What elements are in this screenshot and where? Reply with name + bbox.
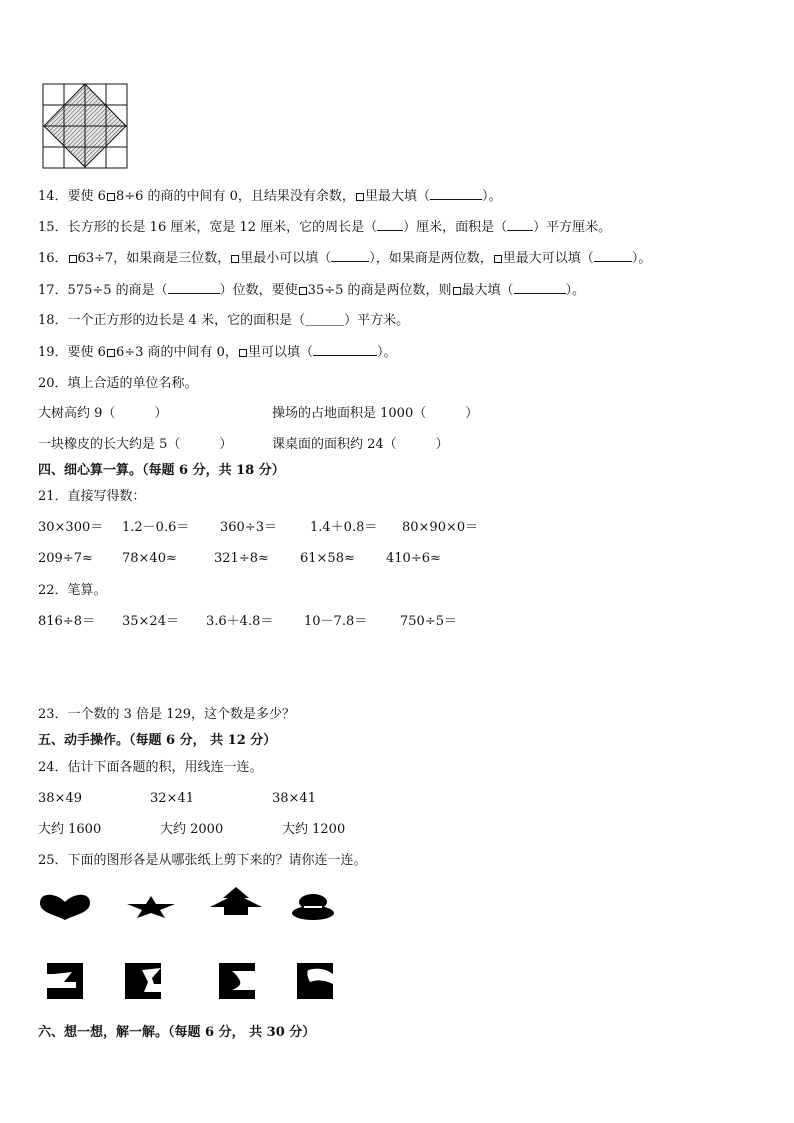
- question-16: [38, 250, 651, 267]
- question-24: 24．估计下面各题的积，用线连一连。: [38, 760, 263, 775]
- q17-text-e: ）。: [565, 283, 586, 298]
- q14-text-d: ）。: [481, 189, 502, 204]
- answer-blank[interactable]: [594, 250, 632, 262]
- calc-item: 61×58≈: [300, 551, 355, 566]
- estimate-item[interactable]: 大约 1600: [38, 822, 102, 837]
- q19-text-d: ）。: [376, 345, 397, 360]
- question-21: 21．直接写得数：: [38, 489, 146, 504]
- question-19: [38, 344, 396, 361]
- q14-text-c: 里最大填（: [364, 189, 430, 204]
- answer-blank[interactable]: [313, 344, 377, 356]
- q17-text-b: ）位数，要使: [219, 283, 298, 298]
- answer-blank[interactable]: [168, 282, 220, 294]
- q16-text-e: 里最大可以填（: [502, 251, 594, 266]
- answer-blank[interactable]: [430, 188, 482, 200]
- product-item[interactable]: 32×41: [150, 791, 194, 806]
- q14-text-b: 8÷6 的商的中间有 0，且结果没有余数，: [115, 189, 355, 204]
- arrow-tree-shape-icon[interactable]: [208, 886, 264, 916]
- question-23: 23．一个数的 3 倍是 129，这个数是多少？: [38, 707, 296, 722]
- q16-text-a: 16．: [38, 251, 68, 266]
- q17-text-a: 17．575÷5 的商是（: [38, 283, 168, 298]
- answer-blank[interactable]: [514, 282, 566, 294]
- blank-box-icon: [239, 349, 247, 357]
- question-22: 22．笔算。: [38, 583, 107, 598]
- q19-text-a: 19．要使 6: [38, 345, 106, 360]
- q16-text-c: 里最小可以填（: [240, 251, 332, 266]
- q14-text-a: 14．要使 6: [38, 189, 106, 204]
- paper-piece-2-icon[interactable]: [124, 962, 162, 1000]
- calc-item: 78×40≈: [122, 551, 177, 566]
- section-4-heading: 四、细心算一算。（每题 6 分，共 18 分）: [38, 463, 285, 478]
- q15-text-c: ）平方厘米。: [533, 220, 612, 235]
- unit-item[interactable]: 一块橡皮的长大约是 5（ ）: [38, 437, 233, 452]
- calc-item: 750÷5＝: [400, 614, 457, 629]
- q19-text-b: 6÷3 商的中间有 0，: [115, 345, 238, 360]
- product-item[interactable]: 38×49: [38, 791, 82, 806]
- heart-shape-icon[interactable]: [38, 893, 92, 921]
- answer-blank[interactable]: [377, 219, 403, 231]
- blank-box-icon: [356, 193, 364, 201]
- calc-item: 410÷6≈: [386, 551, 441, 566]
- star-shape-icon[interactable]: [126, 895, 176, 919]
- calc-item: 3.6＋4.8＝: [206, 614, 274, 629]
- grid-diamond-figure: [42, 83, 128, 169]
- question-18: 18．一个正方形的边长是 4 米，它的面积是（＿＿＿）平方米。: [38, 313, 410, 328]
- estimate-item[interactable]: 大约 1200: [282, 822, 346, 837]
- paper-piece-3-icon[interactable]: [218, 962, 256, 1000]
- question-25: 25．下面的图形各是从哪张纸上剪下来的？请你连一连。: [38, 853, 367, 868]
- q16-text-f: ）。: [631, 251, 652, 266]
- question-17: [38, 282, 585, 299]
- q19-text-c: 里可以填（: [247, 345, 313, 360]
- blank-box-icon: [107, 349, 115, 357]
- calc-item: 1.4＋0.8＝: [310, 520, 378, 535]
- calc-item: 816÷8＝: [38, 614, 95, 629]
- section-6-heading: 六、想一想，解一解。（每题 6 分， 共 30 分）: [38, 1025, 316, 1040]
- q15-text-a: 15．长方形的长是 16 厘米，宽是 12 厘米，它的周长是（: [38, 220, 378, 235]
- blob-shape-icon[interactable]: [290, 893, 336, 921]
- question-20: 20．填上合适的单位名称。: [38, 376, 198, 391]
- blank-box-icon: [69, 255, 77, 263]
- blank-box-icon: [107, 193, 115, 201]
- blank-box-icon: [299, 287, 307, 295]
- question-14: [38, 188, 501, 205]
- calc-item: 10－7.8＝: [304, 614, 368, 629]
- paper-piece-1-icon[interactable]: [46, 962, 84, 1000]
- q17-text-d: 最大填（: [461, 283, 514, 298]
- unit-item[interactable]: 操场的占地面积是 1000（ ）: [272, 406, 479, 421]
- calc-item: 35×24＝: [122, 614, 179, 629]
- answer-blank[interactable]: [331, 250, 369, 262]
- blank-box-icon: [494, 255, 502, 263]
- calc-item: 360÷3＝: [220, 520, 277, 535]
- q15-text-b: ）厘米，面积是（: [403, 220, 508, 235]
- calc-item: 1.2－0.6＝: [122, 520, 190, 535]
- calc-item: 80×90×0＝: [402, 520, 479, 535]
- unit-item[interactable]: 大树高约 9（ ）: [38, 406, 168, 421]
- estimate-item[interactable]: 大约 2000: [160, 822, 224, 837]
- answer-blank[interactable]: [507, 219, 533, 231]
- calc-item: 209÷7≈: [38, 551, 93, 566]
- question-15: [38, 219, 611, 236]
- unit-item[interactable]: 课桌面的面积约 24（ ）: [272, 437, 449, 452]
- paper-piece-4-icon[interactable]: [296, 962, 334, 1000]
- calc-item: 30×300＝: [38, 520, 104, 535]
- calc-item: 321÷8≈: [214, 551, 269, 566]
- blank-box-icon: [231, 255, 239, 263]
- q16-text-d: ），如果商是两位数，: [369, 251, 493, 266]
- q17-text-c: 35÷5 的商是两位数，则: [307, 283, 452, 298]
- q16-text-b: 63÷7，如果商是三位数，: [77, 251, 231, 266]
- section-5-heading: 五、动手操作。（每题 6 分， 共 12 分）: [38, 733, 277, 748]
- product-item[interactable]: 38×41: [272, 791, 316, 806]
- blank-box-icon: [453, 287, 461, 295]
